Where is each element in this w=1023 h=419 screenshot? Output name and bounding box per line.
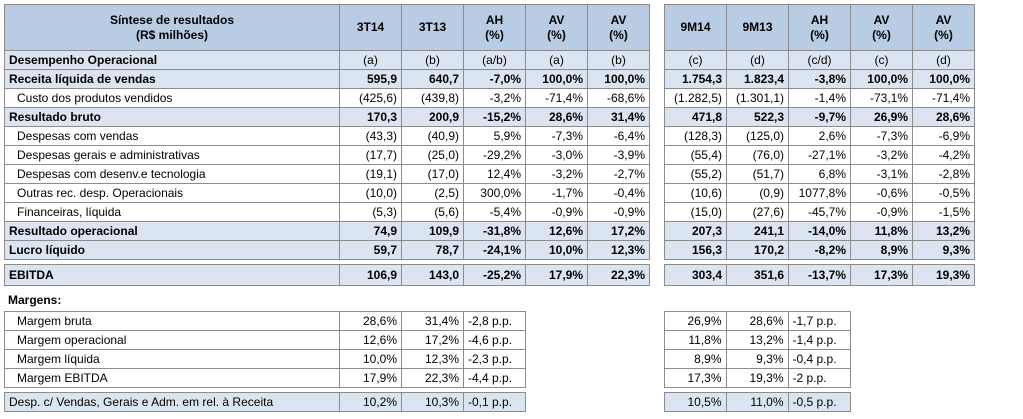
row-m-value: 1077,8% bbox=[789, 184, 851, 203]
margin-q-value: 17,2% bbox=[402, 331, 464, 350]
table-row bbox=[5, 165, 975, 184]
row-m-value: 156,3 bbox=[665, 241, 727, 260]
row-q-value: 31,4% bbox=[588, 108, 650, 127]
row-q-value: -71,4% bbox=[526, 89, 588, 108]
row-q-value: (40,9) bbox=[402, 127, 464, 146]
margin-q-value: 17,9% bbox=[340, 369, 402, 388]
table-row bbox=[5, 241, 975, 260]
column-gap bbox=[650, 184, 665, 203]
subheader-q-ref: (a) bbox=[526, 51, 588, 70]
margin-m-value: 19,3% bbox=[726, 369, 788, 388]
subheader-m-ref: (d) bbox=[727, 51, 789, 70]
row-q-value: 12,3% bbox=[588, 241, 650, 260]
header-m-col bbox=[851, 5, 913, 51]
row-m-value: -1,4% bbox=[789, 89, 851, 108]
row-q-value: -7,3% bbox=[526, 127, 588, 146]
margin-m-value: 13,2% bbox=[726, 331, 788, 350]
row-q-value: -7,0% bbox=[464, 70, 526, 89]
column-gap bbox=[650, 165, 665, 184]
row-m-value: (125,0) bbox=[727, 127, 789, 146]
margin-m-value: 9,3% bbox=[726, 350, 788, 369]
table-row bbox=[5, 89, 975, 108]
margin-q-value: 12,6% bbox=[340, 331, 402, 350]
column-gap bbox=[650, 146, 665, 165]
row-m-value: 100,0% bbox=[851, 70, 913, 89]
row-q-value: 59,7 bbox=[340, 241, 402, 260]
row-m-value: 13,2% bbox=[913, 222, 975, 241]
row-label: Despesas com desenv.e tecnologia bbox=[5, 165, 340, 184]
row-m-value: -2,8% bbox=[913, 165, 975, 184]
margin-q-value: -2,3 p.p. bbox=[464, 350, 526, 369]
row-m-value: 8,9% bbox=[851, 241, 913, 260]
margin-label: Margem bruta bbox=[5, 312, 340, 331]
row-label: Resultado bruto bbox=[5, 108, 340, 127]
ebitda-label: EBITDA bbox=[5, 265, 340, 286]
row-label: Outras rec. desp. Operacionais bbox=[5, 184, 340, 203]
row-m-value: 522,3 bbox=[727, 108, 789, 127]
margin-q-value: 10,0% bbox=[340, 350, 402, 369]
row-q-value: 200,9 bbox=[402, 108, 464, 127]
ebitda-m-value: 351,6 bbox=[727, 265, 789, 286]
empty-cell bbox=[526, 331, 650, 350]
row-m-value: (76,0) bbox=[727, 146, 789, 165]
row-q-value: (2,5) bbox=[402, 184, 464, 203]
row-q-value: 17,2% bbox=[588, 222, 650, 241]
margin-label: Margem líquida bbox=[5, 350, 340, 369]
row-m-value: -3,2% bbox=[851, 146, 913, 165]
row-q-value: (17,7) bbox=[340, 146, 402, 165]
subheader-q-ref: (a) bbox=[340, 51, 402, 70]
table-row bbox=[5, 222, 975, 241]
row-m-value: -7,3% bbox=[851, 127, 913, 146]
row-m-value: 9,3% bbox=[913, 241, 975, 260]
row-q-value: -0,9% bbox=[526, 203, 588, 222]
empty-cell bbox=[526, 369, 650, 388]
row-q-value: (5,3) bbox=[340, 203, 402, 222]
row-m-value: 2,6% bbox=[789, 127, 851, 146]
margin-q-value: -2,8 p.p. bbox=[464, 312, 526, 331]
margin-label: Margem EBITDA bbox=[5, 369, 340, 388]
table-row bbox=[5, 70, 975, 89]
header-title-line1: Síntese de resultados bbox=[109, 12, 235, 27]
row-q-value: (43,3) bbox=[340, 127, 402, 146]
row-m-value: (27,6) bbox=[727, 203, 789, 222]
margin-row bbox=[5, 331, 851, 350]
header-q-col-text: (%) bbox=[609, 27, 628, 42]
subheader-m-ref: (c/d) bbox=[789, 51, 851, 70]
row-m-value: 6,8% bbox=[789, 165, 851, 184]
ebitda-q-value: 22,3% bbox=[588, 265, 650, 286]
margins-grid bbox=[4, 311, 851, 412]
row-q-value: (25,0) bbox=[402, 146, 464, 165]
header-m-col bbox=[913, 5, 975, 51]
row-m-value: -0,9% bbox=[851, 203, 913, 222]
row-m-value: -45,7% bbox=[789, 203, 851, 222]
ebitda-m-value: 19,3% bbox=[913, 265, 975, 286]
header-q-col bbox=[588, 5, 650, 51]
header-q-col-text: (%) bbox=[547, 27, 566, 42]
row-q-value: (5,6) bbox=[402, 203, 464, 222]
empty-cell bbox=[526, 393, 650, 412]
ebitda-q-value: 17,9% bbox=[526, 265, 588, 286]
row-label: Receita líquida de vendas bbox=[5, 70, 340, 89]
row-m-value: -27,1% bbox=[789, 146, 851, 165]
table-row bbox=[5, 108, 975, 127]
row-q-value: -5,4% bbox=[464, 203, 526, 222]
row-q-value: -29,2% bbox=[464, 146, 526, 165]
row-m-value: 241,1 bbox=[727, 222, 789, 241]
header-q-col bbox=[340, 5, 402, 51]
header-q-col-text: 3T13 bbox=[418, 20, 447, 34]
row-m-value: 26,9% bbox=[851, 108, 913, 127]
row-q-value: -3,2% bbox=[464, 89, 526, 108]
row-m-value: -3,1% bbox=[851, 165, 913, 184]
row-q-value: -6,4% bbox=[588, 127, 650, 146]
sga-q-value: 10,3% bbox=[402, 393, 464, 412]
header-title-line2: (R$ milhões) bbox=[135, 27, 208, 42]
row-q-value: (425,6) bbox=[340, 89, 402, 108]
row-m-value: -3,8% bbox=[789, 70, 851, 89]
row-q-value: 10,0% bbox=[526, 241, 588, 260]
subheader-m-ref: (d) bbox=[913, 51, 975, 70]
ebitda-m-value: 303,4 bbox=[665, 265, 727, 286]
subheader-m-ref: (c) bbox=[665, 51, 727, 70]
row-label: Despesas com vendas bbox=[5, 127, 340, 146]
row-q-value: 595,9 bbox=[340, 70, 402, 89]
header-q-col-text: AH bbox=[485, 12, 504, 27]
row-q-value: -1,7% bbox=[526, 184, 588, 203]
column-gap bbox=[650, 203, 665, 222]
row-q-value: -3,2% bbox=[526, 165, 588, 184]
table-row bbox=[5, 184, 975, 203]
header-q-col-text: (%) bbox=[485, 27, 504, 42]
header-m-col-text: (%) bbox=[810, 27, 829, 42]
row-m-value: -1,5% bbox=[913, 203, 975, 222]
header-m-col-text: AV bbox=[935, 12, 952, 27]
results-table bbox=[4, 4, 975, 286]
margin-q-value: 28,6% bbox=[340, 312, 402, 331]
header-m-col-text: 9M14 bbox=[680, 20, 711, 34]
row-q-value: 109,9 bbox=[402, 222, 464, 241]
row-q-value: 74,9 bbox=[340, 222, 402, 241]
header-m-col bbox=[665, 5, 727, 51]
row-label: Lucro líquido bbox=[5, 241, 340, 260]
header-m-col-text: 9M13 bbox=[742, 20, 773, 34]
header-q-col-text: AV bbox=[610, 12, 627, 27]
header-m-col-text: (%) bbox=[872, 27, 891, 42]
column-gap bbox=[650, 350, 665, 369]
column-gap bbox=[650, 89, 665, 108]
empty-cell bbox=[526, 312, 650, 331]
row-q-value: (10,0) bbox=[340, 184, 402, 203]
row-m-value: 28,6% bbox=[913, 108, 975, 127]
row-m-value: -9,7% bbox=[789, 108, 851, 127]
row-m-value: (15,0) bbox=[665, 203, 727, 222]
column-gap bbox=[650, 312, 665, 331]
row-q-value: 100,0% bbox=[588, 70, 650, 89]
column-gap bbox=[650, 127, 665, 146]
row-m-value: -73,1% bbox=[851, 89, 913, 108]
column-gap bbox=[650, 369, 665, 388]
row-q-value: -0,4% bbox=[588, 184, 650, 203]
subheader-q-ref: (b) bbox=[402, 51, 464, 70]
margin-m-value: 26,9% bbox=[664, 312, 726, 331]
column-gap bbox=[650, 51, 665, 70]
row-q-value: 78,7 bbox=[402, 241, 464, 260]
row-m-value: (55,2) bbox=[665, 165, 727, 184]
header-q-col bbox=[464, 5, 526, 51]
margin-row bbox=[5, 350, 851, 369]
sga-m-value: -0,5 p.p. bbox=[788, 393, 850, 412]
row-label: Despesas gerais e administrativas bbox=[5, 146, 340, 165]
margin-m-value: 28,6% bbox=[726, 312, 788, 331]
ebitda-m-value: 17,3% bbox=[851, 265, 913, 286]
sga-label: Desp. c/ Vendas, Gerais e Adm. em rel. à Receita bbox=[5, 393, 340, 412]
row-m-value: (1.301,1) bbox=[727, 89, 789, 108]
table-row bbox=[5, 127, 975, 146]
row-m-value: -71,4% bbox=[913, 89, 975, 108]
ebitda-q-value: -25,2% bbox=[464, 265, 526, 286]
subheader-label: Desempenho Operacional bbox=[5, 51, 340, 70]
row-q-value: 170,3 bbox=[340, 108, 402, 127]
row-m-value: -0,5% bbox=[913, 184, 975, 203]
margins-title: Margens: bbox=[8, 293, 62, 307]
row-q-value: 12,4% bbox=[464, 165, 526, 184]
table-row bbox=[5, 203, 975, 222]
row-label: Custo dos produtos vendidos bbox=[5, 89, 340, 108]
row-label: Financeiras, líquida bbox=[5, 203, 340, 222]
row-q-value: -24,1% bbox=[464, 241, 526, 260]
header-m-col-text: AV bbox=[873, 12, 890, 27]
margin-label: Margem operacional bbox=[5, 331, 340, 350]
row-m-value: (51,7) bbox=[727, 165, 789, 184]
row-q-value: (19,1) bbox=[340, 165, 402, 184]
margin-m-value: -1,4 p.p. bbox=[788, 331, 850, 350]
margins-table bbox=[4, 311, 851, 412]
row-q-value: 5,9% bbox=[464, 127, 526, 146]
margin-m-value: 17,3% bbox=[664, 369, 726, 388]
row-m-value: -0,6% bbox=[851, 184, 913, 203]
column-gap bbox=[650, 393, 665, 412]
sga-m-value: 11,0% bbox=[726, 393, 788, 412]
row-q-value: 640,7 bbox=[402, 70, 464, 89]
column-gap bbox=[650, 70, 665, 89]
subheader-q-ref: (b) bbox=[588, 51, 650, 70]
margin-m-value: 8,9% bbox=[664, 350, 726, 369]
ebitda-q-value: 143,0 bbox=[402, 265, 464, 286]
row-m-value: (10,6) bbox=[665, 184, 727, 203]
row-q-value: -68,6% bbox=[588, 89, 650, 108]
row-q-value: (439,8) bbox=[402, 89, 464, 108]
row-q-value: 100,0% bbox=[526, 70, 588, 89]
header-q-col bbox=[526, 5, 588, 51]
row-q-value: -2,7% bbox=[588, 165, 650, 184]
margin-m-value: -1,7 p.p. bbox=[788, 312, 850, 331]
row-q-value: -31,8% bbox=[464, 222, 526, 241]
column-gap bbox=[650, 108, 665, 127]
margin-m-value: -0,4 p.p. bbox=[788, 350, 850, 369]
column-gap bbox=[650, 331, 665, 350]
margin-m-value: -2 p.p. bbox=[788, 369, 850, 388]
row-q-value: 28,6% bbox=[526, 108, 588, 127]
row-q-value: 12,6% bbox=[526, 222, 588, 241]
column-gap bbox=[650, 241, 665, 260]
row-m-value: (1.282,5) bbox=[665, 89, 727, 108]
sga-q-value: 10,2% bbox=[340, 393, 402, 412]
column-gap bbox=[650, 222, 665, 241]
row-q-value: -3,9% bbox=[588, 146, 650, 165]
row-m-value: (128,3) bbox=[665, 127, 727, 146]
row-m-value: -14,0% bbox=[789, 222, 851, 241]
margin-m-value: 11,8% bbox=[664, 331, 726, 350]
row-m-value: 100,0% bbox=[913, 70, 975, 89]
table-row bbox=[5, 146, 975, 165]
header-m-col bbox=[727, 5, 789, 51]
margin-q-value: 31,4% bbox=[402, 312, 464, 331]
summary-table bbox=[4, 4, 975, 286]
margin-row bbox=[5, 369, 851, 388]
row-m-value: -8,2% bbox=[789, 241, 851, 260]
row-m-value: 1.754,3 bbox=[665, 70, 727, 89]
row-m-value: -4,2% bbox=[913, 146, 975, 165]
header-m-col-text: AH bbox=[810, 12, 829, 27]
header-m-col-text: (%) bbox=[934, 27, 953, 42]
ebitda-m-value: -13,7% bbox=[789, 265, 851, 286]
column-gap bbox=[650, 5, 665, 51]
empty-cell bbox=[526, 350, 650, 369]
row-q-value: -0,9% bbox=[588, 203, 650, 222]
sga-m-value: 10,5% bbox=[664, 393, 726, 412]
margin-row bbox=[5, 312, 851, 331]
subheader-m-ref: (c) bbox=[851, 51, 913, 70]
header-m-col bbox=[789, 5, 851, 51]
header-q-col-text: AV bbox=[548, 12, 565, 27]
row-m-value: -6,9% bbox=[913, 127, 975, 146]
row-q-value: 300,0% bbox=[464, 184, 526, 203]
row-m-value: 1.823,4 bbox=[727, 70, 789, 89]
margin-q-value: 12,3% bbox=[402, 350, 464, 369]
sga-q-value: -0,1 p.p. bbox=[464, 393, 526, 412]
ebitda-q-value: 106,9 bbox=[340, 265, 402, 286]
row-m-value: 170,2 bbox=[727, 241, 789, 260]
row-q-value: -15,2% bbox=[464, 108, 526, 127]
row-m-value: 11,8% bbox=[851, 222, 913, 241]
row-q-value: (17,0) bbox=[402, 165, 464, 184]
column-gap bbox=[650, 265, 665, 286]
margin-q-value: 22,3% bbox=[402, 369, 464, 388]
subheader-q-ref: (a/b) bbox=[464, 51, 526, 70]
header-title bbox=[5, 5, 340, 51]
row-q-value: -3,0% bbox=[526, 146, 588, 165]
header-q-col-text: 3T14 bbox=[356, 20, 385, 34]
margin-q-value: -4,4 p.p. bbox=[464, 369, 526, 388]
row-m-value: 207,3 bbox=[665, 222, 727, 241]
margin-q-value: -4,6 p.p. bbox=[464, 331, 526, 350]
row-m-value: (0,9) bbox=[727, 184, 789, 203]
header-q-col bbox=[402, 5, 464, 51]
row-m-value: (55,4) bbox=[665, 146, 727, 165]
row-m-value: 471,8 bbox=[665, 108, 727, 127]
row-label: Resultado operacional bbox=[5, 222, 340, 241]
